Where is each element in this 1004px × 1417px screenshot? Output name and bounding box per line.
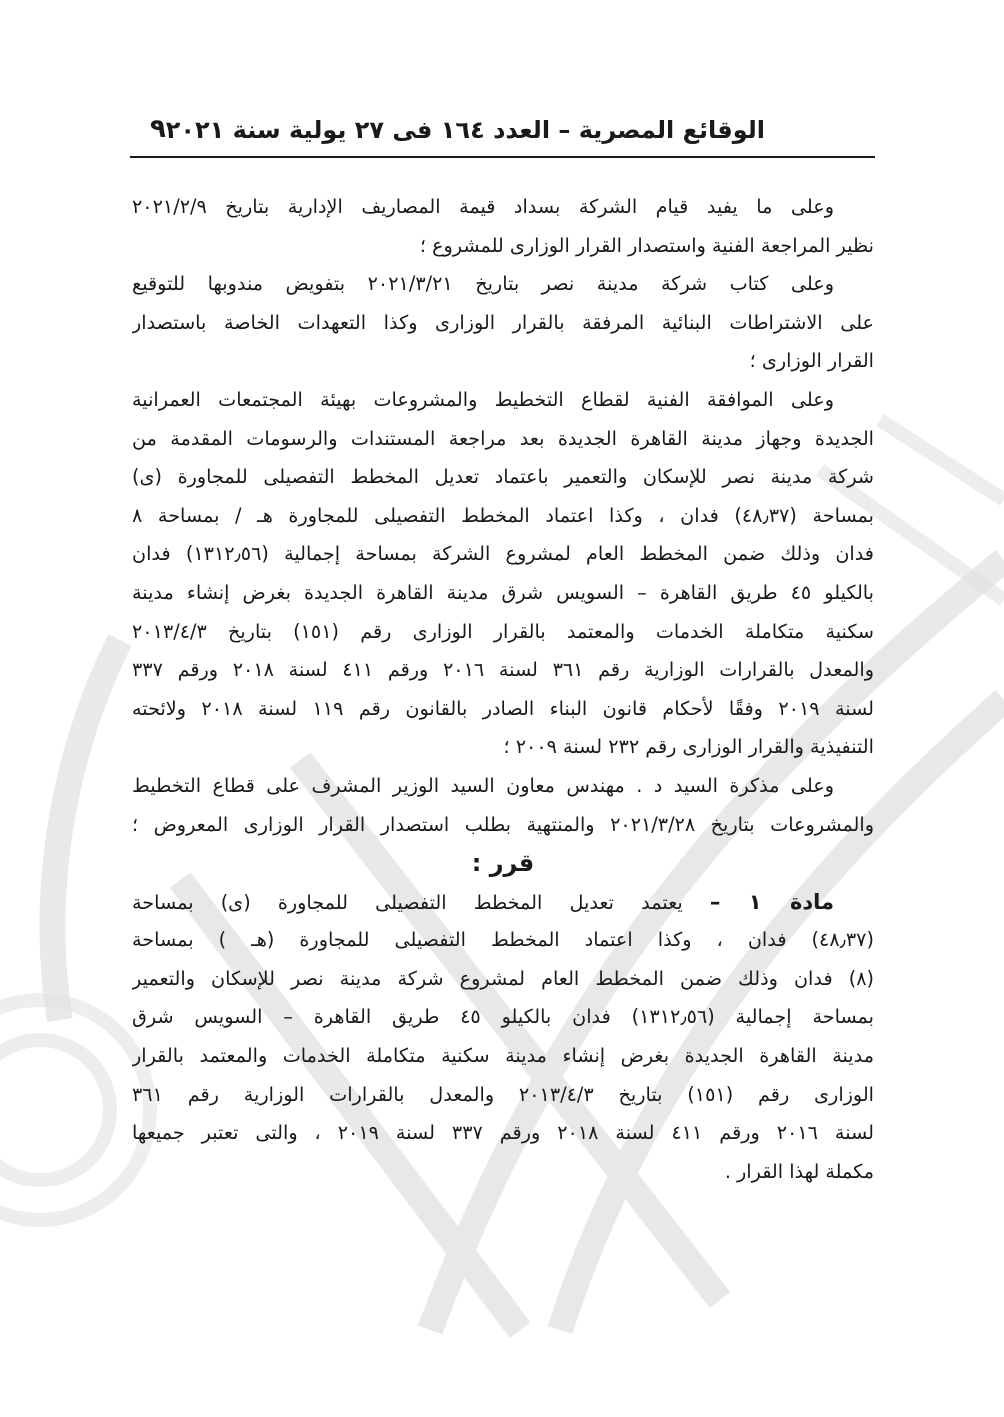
header-rule <box>130 156 875 158</box>
text-line: (٤٨٫٣٧) فدان ، وكذا اعتماد المخطط التفصيلى للمجاورة (هـ ) بمساحة <box>132 928 874 952</box>
text-line: بمساحة إجمالية (١٣١٢٫٥٦) فدان بالكيلو ٤٥ طريق القاهرة – السويس شرق <box>132 1005 874 1029</box>
text-line: لسنة ٢٠١٦ ورقم ٤١١ لسنة ٢٠١٨ ورقم ٣٣٧ لسنة ٢٠١٩ ، والتى تعتبر جميعها <box>132 1121 874 1145</box>
text-line: وعلى الموافقة الفنية لقطاع التخطيط والمشروعات بهيئة المجتمعات العمرانية <box>132 387 834 411</box>
text-line: مدينة القاهرة الجديدة بغرض إنشاء مدينة سكنية متكاملة الخدمات والمعتمد بالقرار <box>132 1044 874 1068</box>
article-first-line <box>132 883 874 922</box>
document-body <box>132 188 874 1191</box>
text-line: فدان وذلك ضمن المخطط العام لمشروع الشركة بمساحة إجمالية (١٣١٢٫٥٦) فدان <box>132 542 874 566</box>
text-line: والمشروعات بتاريخ ٢٠٢١/٣/٢٨ والمنتهية بطلب استصدار القرار الوزارى المعروض ؛ <box>132 812 874 836</box>
text-line: مكملة لهذا القرار . <box>724 1159 874 1183</box>
text-line: الوزارى رقم (١٥١) بتاريخ ٢٠١٣/٤/٣ والمعدل بالقرارات الوزارية رقم ٣٦١ <box>132 1082 874 1106</box>
text-line: بالكيلو ٤٥ طريق القاهرة – السويس شرق مدينة القاهرة الجديدة بغرض إنشاء مدينة <box>132 580 874 604</box>
text-line: (٨) فدان وذلك ضمن المخطط العام لمشروع شركة مدينة نصر للإسكان والتعمير <box>132 966 874 990</box>
text-line: وعلى ما يفيد قيام الشركة بسداد قيمة المصاريف الإدارية بتاريخ ٢٠٢١/٢/٩ <box>132 195 834 218</box>
text-line: نظير المراجعة الفنية واستصدار القرار الوزارى للمشروع ؛ <box>419 233 874 257</box>
text-line: سكنية متكاملة الخدمات والمعتمد بالقرار الوزارى رقم (١٥١) بتاريخ ٢٠١٣/٤/٣ <box>132 619 874 643</box>
gazette-title: الوقائع المصرية – العدد ١٦٤ فى ٢٧ يولية سنة ٢٠٢١ <box>165 116 765 144</box>
text-line: لسنة ٢٠١٩ وفقًا لأحكام قانون البناء الصادر بالقانون رقم ١١٩ لسنة ٢٠١٨ ولائحته <box>132 696 874 720</box>
text-line: شركة مدينة نصر للإسكان والتعمير باعتماد تعديل المخطط التفصيلى للمجاورة (ى) <box>132 465 874 489</box>
page-number: ٩ <box>150 114 166 144</box>
article-label: مادة ١ – <box>709 889 835 914</box>
text-line: وعلى مذكرة السيد د . مهندس معاون السيد الوزير المشرف على قطاع التخطيط <box>132 773 834 797</box>
article-first-text: يعتمد تعديل المخطط التفصيلى للمجاورة (ى) بمساحة <box>132 890 683 914</box>
text-line: بمساحة (٤٨٫٣٧) فدان ، وكذا اعتماد المخطط التفصيلى للمجاورة هـ / بمساحة ٨ <box>132 503 874 527</box>
text-line: الجديدة وجهاز مدينة القاهرة الجديدة بعد مراجعة المستندات والرسومات المقدمة من <box>132 426 874 450</box>
text-line: على الاشتراطات البنائية المرفقة بالقرار الوزارى وكذا التعهدات الخاصة باستصدار <box>132 310 874 334</box>
text-line: القرار الوزارى ؛ <box>749 349 874 373</box>
text-line: والمعدل بالقرارات الوزارية رقم ٣٦١ لسنة ٢٠١٦ ورقم ٤١١ لسنة ٢٠١٨ ورقم ٣٣٧ <box>132 658 874 682</box>
text-line: وعلى كتاب شركة مدينة نصر بتاريخ ٢٠٢١/٣/٢١ بتفويض مندوبها للتوقيع <box>132 272 834 296</box>
decision-heading: قرر : <box>471 849 535 878</box>
text-line: التنفيذية والقرار الوزارى رقم ٢٣٢ لسنة ٢٠٠٩ ؛ <box>503 735 874 759</box>
page-header <box>130 108 875 158</box>
